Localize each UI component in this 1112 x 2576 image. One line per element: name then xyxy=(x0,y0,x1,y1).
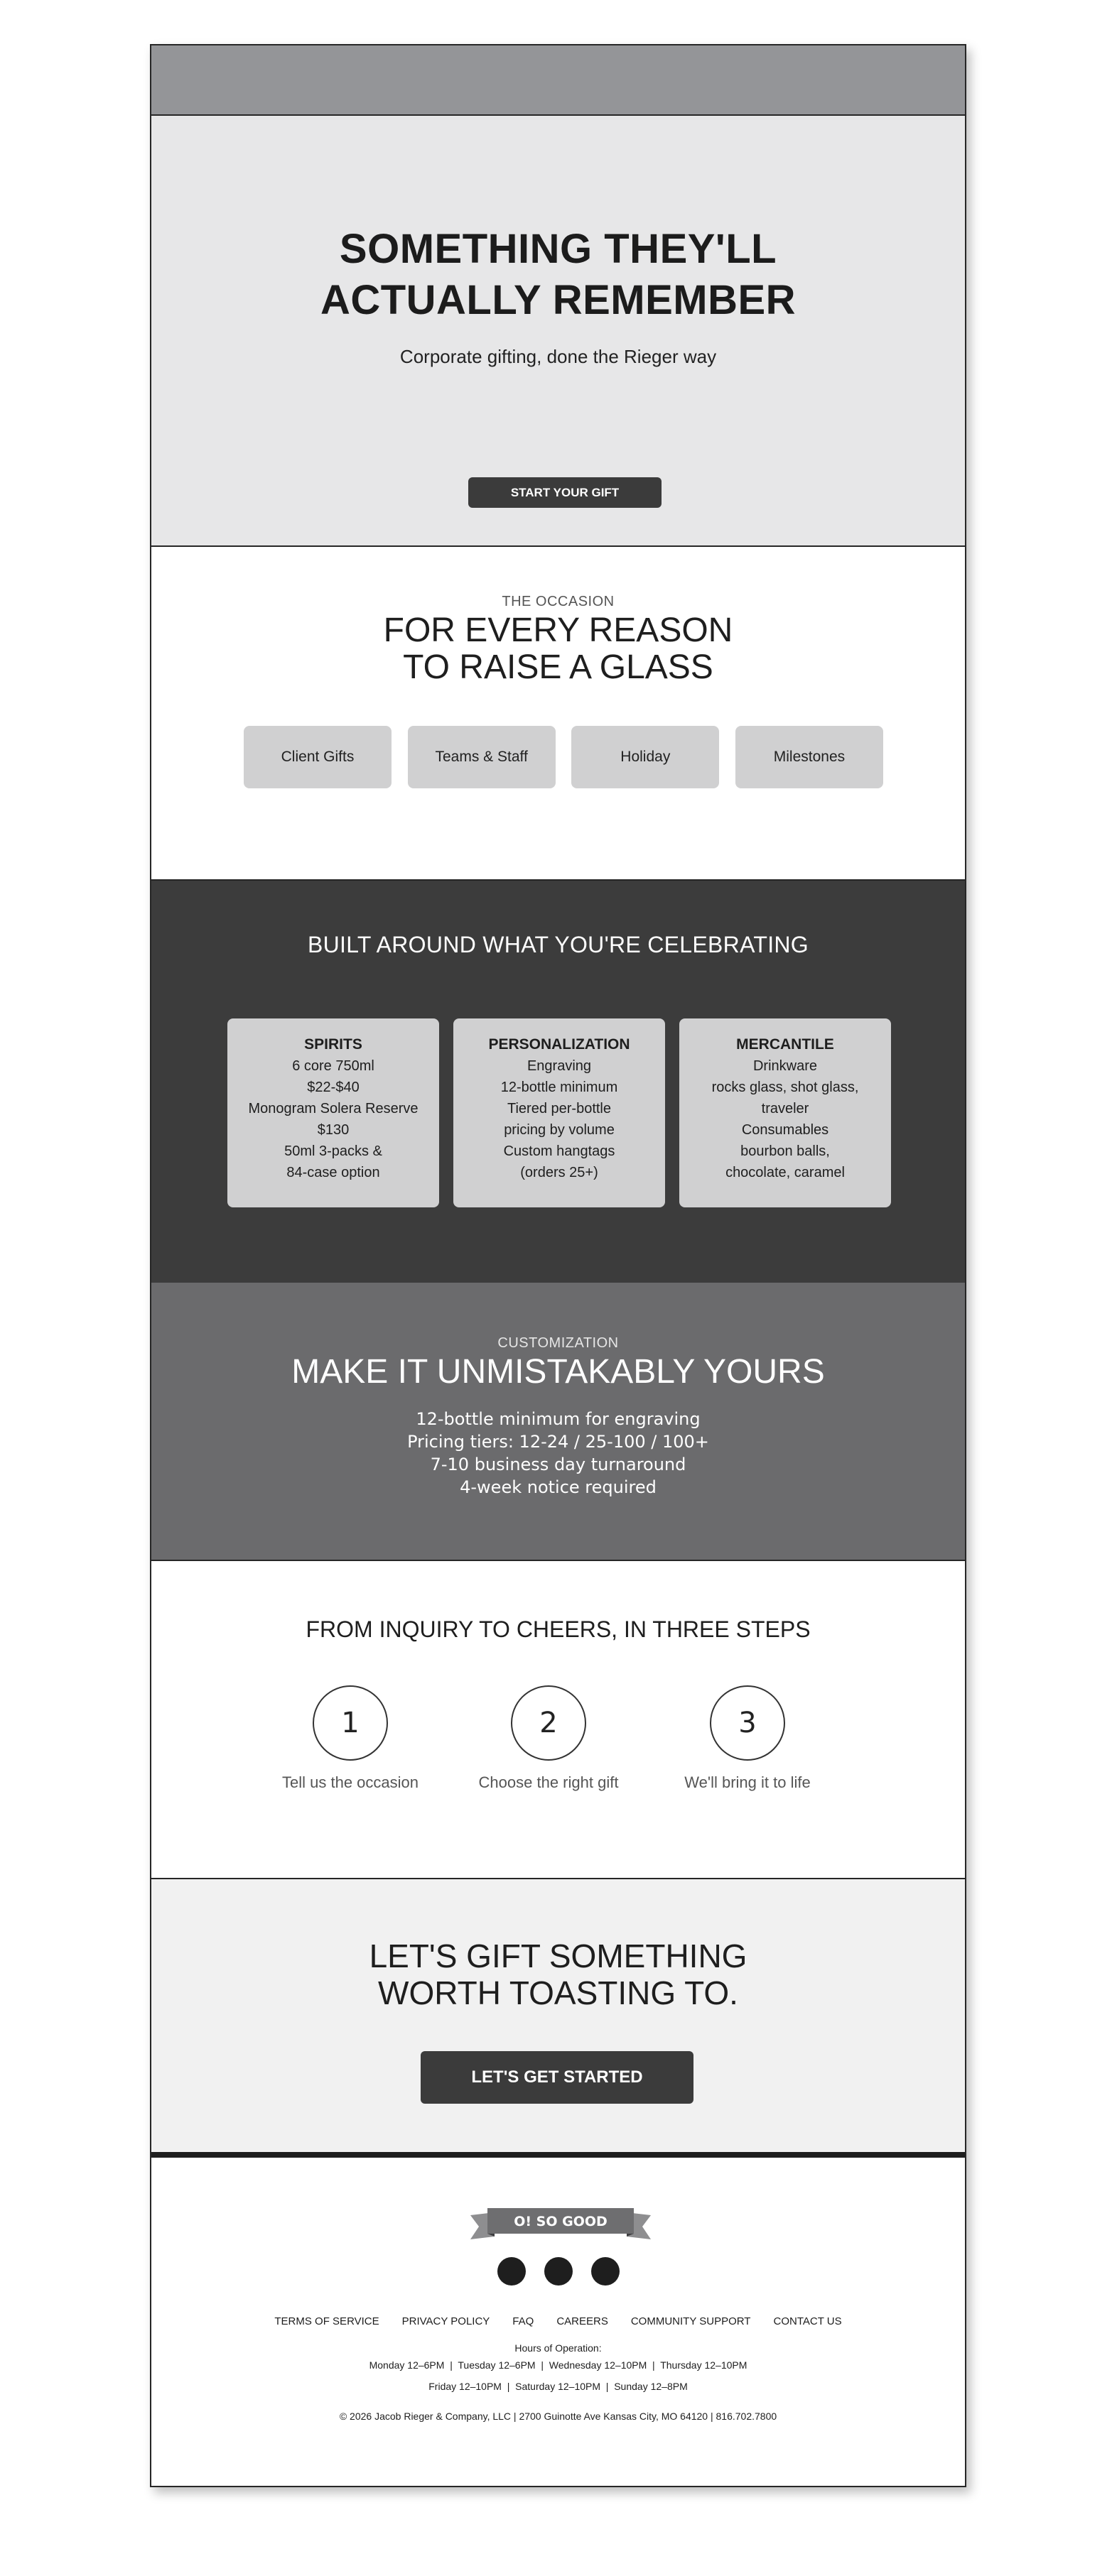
hours-label: Hours of Operation: xyxy=(514,2342,602,2354)
card-line: rocks glass, shot glass, xyxy=(711,1080,859,1095)
customization-details xyxy=(151,1408,965,1499)
social-icon[interactable] xyxy=(591,2257,620,2286)
card-line: (orders 25+) xyxy=(520,1165,598,1180)
cta-title-line2: WORTH TOASTING TO. xyxy=(378,1974,738,2011)
step-number-circle: 2 xyxy=(511,1685,586,1761)
card-line: Monogram Solera Reserve xyxy=(248,1101,419,1116)
link-terms-of-service[interactable]: TERMS OF SERVICE xyxy=(274,2315,379,2327)
step-2 xyxy=(456,1685,641,1792)
social-links xyxy=(151,2257,965,2286)
cta-section xyxy=(151,1879,965,2158)
site-header-bar xyxy=(151,45,965,116)
card-line: 12-bottle minimum xyxy=(500,1080,618,1095)
card-title: SPIRITS xyxy=(304,1036,362,1053)
link-faq[interactable]: FAQ xyxy=(512,2315,534,2327)
detail-line: 4-week notice required xyxy=(460,1477,657,1497)
pill-milestones[interactable]: Milestones xyxy=(735,726,883,788)
step-number-circle: 1 xyxy=(313,1685,388,1761)
card-line: Drinkware xyxy=(752,1058,818,1074)
lets-get-started-button[interactable]: LET'S GET STARTED xyxy=(421,2051,693,2104)
hero-title xyxy=(151,224,965,326)
step-3 xyxy=(655,1685,840,1792)
card-line: 6 core 750ml xyxy=(292,1058,374,1074)
card-line: Tiered per-bottle xyxy=(507,1101,611,1116)
hero-title-line1: SOMETHING THEY'LL xyxy=(339,226,777,272)
hours-row: Friday 12–10PM | Saturday 12–10PM | Sunday 12–8PM xyxy=(428,2381,688,2392)
occasion-eyebrow: THE OCCASION xyxy=(502,594,615,609)
hours-of-operation xyxy=(151,2339,965,2395)
built-title: BUILT AROUND WHAT YOU'RE CELEBRATING xyxy=(307,932,809,957)
footer-links xyxy=(151,2315,965,2327)
card-mercantile xyxy=(679,1018,891,1207)
customization-eyebrow: CUSTOMIZATION xyxy=(497,1335,619,1351)
social-icon[interactable] xyxy=(497,2257,526,2286)
cta-title xyxy=(151,1938,965,2011)
occasion-pills xyxy=(244,726,883,788)
hours-row: Monday 12–6PM | Tuesday 12–6PM | Wednesday 12–10PM | Thursday 12–10PM xyxy=(369,2359,747,2371)
detail-line: Pricing tiers: 12-24 / 25-100 / 100+ xyxy=(407,1432,709,1452)
cta-title-line1: LET'S GIFT SOMETHING xyxy=(369,1938,747,1974)
card-line: pricing by volume xyxy=(504,1122,615,1138)
card-line: Consumables xyxy=(741,1122,829,1138)
steps-section xyxy=(151,1561,965,1879)
card-line: Custom hangtags xyxy=(503,1143,615,1159)
card-line: 84-case option xyxy=(286,1165,380,1180)
card-title: MERCANTILE xyxy=(736,1036,834,1053)
hero-subtitle: Corporate gifting, done the Rieger way xyxy=(399,346,717,367)
built-section xyxy=(151,881,965,1283)
card-line: chocolate, caramel xyxy=(725,1165,845,1180)
card-spirits xyxy=(227,1018,439,1207)
pill-teams-staff[interactable]: Teams & Staff xyxy=(408,726,556,788)
pill-holiday[interactable]: Holiday xyxy=(571,726,719,788)
step-caption: We'll bring it to life xyxy=(684,1773,811,1791)
link-privacy-policy[interactable]: PRIVACY POLICY xyxy=(401,2315,490,2327)
occasion-title-line1: FOR EVERY REASON xyxy=(383,612,733,649)
card-personalization xyxy=(453,1018,665,1207)
footer xyxy=(151,2158,965,2487)
link-careers[interactable]: CAREERS xyxy=(556,2315,608,2327)
pill-client-gifts[interactable]: Client Gifts xyxy=(244,726,392,788)
occasion-section xyxy=(151,547,965,881)
detail-line: 7-10 business day turnaround xyxy=(430,1455,686,1474)
link-community-support[interactable]: COMMUNITY SUPPORT xyxy=(630,2315,751,2327)
card-line: 50ml 3-packs & xyxy=(284,1143,382,1159)
card-title: PERSONALIZATION xyxy=(488,1036,630,1053)
customization-section xyxy=(151,1283,965,1561)
hero-section xyxy=(151,116,965,547)
page-frame xyxy=(150,44,966,2487)
customization-title: MAKE IT UNMISTAKABLY YOURS xyxy=(291,1353,825,1391)
copyright: © 2026 Jacob Rieger & Company, LLC | 2700 Guinotte Ave Kansas City, MO 64120 | 816.702.7800 xyxy=(339,2411,777,2422)
card-line: $22-$40 xyxy=(307,1080,360,1095)
start-your-gift-button[interactable]: START YOUR GIFT xyxy=(468,477,662,508)
step-number-circle: 3 xyxy=(710,1685,785,1761)
step-caption: Tell us the occasion xyxy=(282,1773,419,1791)
link-contact-us[interactable]: CONTACT US xyxy=(773,2315,842,2327)
offer-cards xyxy=(227,1018,891,1207)
occasion-title-line2: TO RAISE A GLASS xyxy=(403,648,713,686)
card-line: bourbon balls, xyxy=(740,1143,830,1159)
card-line: traveler xyxy=(761,1101,809,1116)
step-caption: Choose the right gift xyxy=(478,1773,619,1791)
card-line: $130 xyxy=(317,1122,350,1138)
step-1 xyxy=(258,1685,443,1792)
detail-line: 12-bottle minimum for engraving xyxy=(416,1409,701,1429)
occasion-title xyxy=(151,612,965,686)
steps-title: FROM INQUIRY TO CHEERS, IN THREE STEPS xyxy=(306,1616,811,1642)
social-icon[interactable] xyxy=(544,2257,573,2286)
hero-title-line2: ACTUALLY REMEMBER xyxy=(320,277,797,323)
brand-banner-logo[interactable] xyxy=(470,2205,651,2242)
logo-text: O! SO GOOD xyxy=(514,2214,608,2229)
card-line: Engraving xyxy=(527,1058,592,1074)
